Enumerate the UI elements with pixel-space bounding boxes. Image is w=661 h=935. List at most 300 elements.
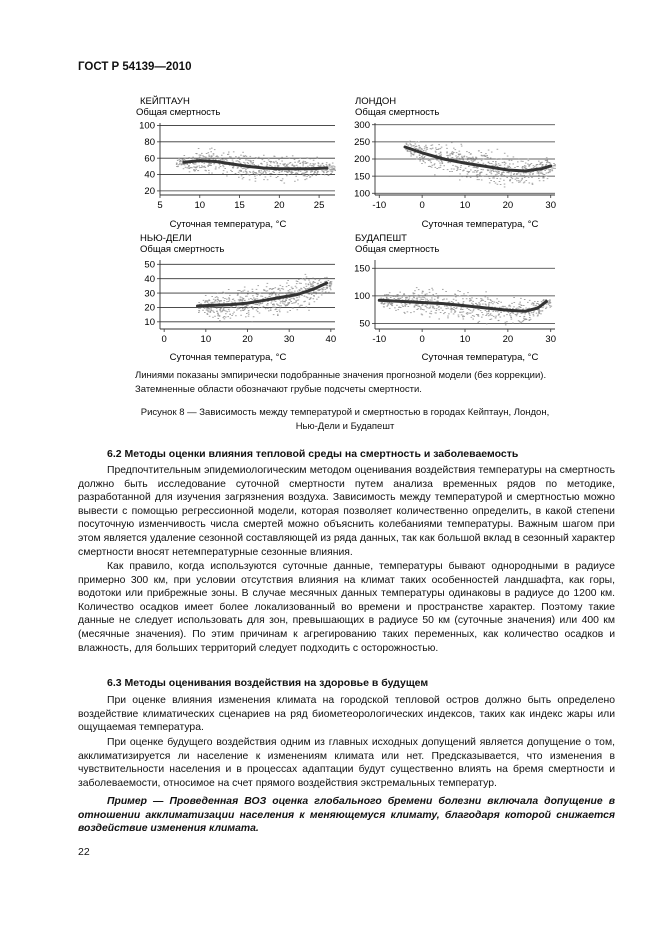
scatter-point <box>187 167 189 168</box>
scatter-point <box>271 292 273 293</box>
scatter-point <box>500 302 502 303</box>
scatter-point <box>281 157 283 158</box>
scatter-point <box>411 146 413 147</box>
scatter-point <box>459 180 461 181</box>
scatter-point <box>537 171 539 172</box>
scatter-point <box>267 179 269 180</box>
figure-note <box>135 369 555 397</box>
scatter-point <box>300 288 302 289</box>
scatter-point <box>312 278 314 279</box>
scatter-point <box>431 167 433 168</box>
scatter-point <box>484 156 486 157</box>
scatter-point <box>480 298 482 299</box>
scatter-point <box>203 156 205 157</box>
scatter-point <box>539 180 541 181</box>
scatter-point <box>434 174 436 175</box>
scatter-point <box>489 315 491 316</box>
scatter-point <box>247 162 249 163</box>
scatter-point <box>250 307 252 308</box>
scatter-point <box>396 305 398 306</box>
scatter-point <box>452 151 454 152</box>
scatter-point <box>489 182 491 183</box>
scatter-point <box>234 300 236 301</box>
scatter-point <box>478 316 480 317</box>
scatter-point <box>410 144 412 145</box>
scatter-point <box>513 297 515 298</box>
x-axis-label: Суточная температура, °C <box>169 352 287 363</box>
scatter-point <box>215 167 217 168</box>
scatter-point <box>485 304 487 305</box>
scatter-point <box>531 312 533 313</box>
scatter-point <box>438 153 440 154</box>
scatter-point <box>495 317 497 318</box>
scatter-point <box>518 304 520 305</box>
scatter-point <box>468 172 470 173</box>
scatter-point <box>286 172 288 173</box>
scatter-point <box>314 172 316 173</box>
scatter-point <box>447 169 449 170</box>
scatter-point <box>490 170 492 171</box>
scatter-point <box>235 156 237 157</box>
scatter-point <box>520 175 522 176</box>
scatter-point <box>320 165 322 166</box>
scatter-point <box>209 316 211 317</box>
scatter-point <box>326 166 328 167</box>
scatter-point <box>252 163 254 164</box>
scatter-point <box>328 280 330 281</box>
scatter-point <box>204 166 206 167</box>
scatter-point <box>204 312 206 313</box>
scatter-point <box>519 302 521 303</box>
scatter-point <box>243 156 245 157</box>
scatter-point <box>521 313 523 314</box>
scatter-point <box>434 308 436 309</box>
scatter-point <box>282 178 284 179</box>
scatter-point <box>320 282 322 283</box>
scatter-point <box>533 312 535 313</box>
scatter-point <box>477 162 479 163</box>
scatter-point <box>297 173 299 174</box>
scatter-point <box>384 303 386 304</box>
scatter-point <box>269 165 271 166</box>
scatter-point <box>485 305 487 306</box>
scatter-point <box>302 173 304 174</box>
scatter-point <box>210 309 212 310</box>
scatter-point <box>244 308 246 309</box>
scatter-point <box>197 170 199 171</box>
scatter-point <box>549 300 551 301</box>
scatter-point <box>418 289 420 290</box>
scatter-point <box>313 295 315 296</box>
scatter-point <box>457 290 459 291</box>
scatter-point <box>237 295 239 296</box>
scatter-point <box>517 161 519 162</box>
scatter-point <box>505 324 507 325</box>
scatter-point <box>253 171 255 172</box>
scatter-point <box>492 311 494 312</box>
scatter-point <box>240 170 242 171</box>
scatter-point <box>488 150 490 151</box>
scatter-point <box>422 291 424 292</box>
scatter-point <box>291 171 293 172</box>
scatter-point <box>431 313 433 314</box>
scatter-point <box>465 168 467 169</box>
scatter-point <box>436 308 438 309</box>
scatter-point <box>265 174 267 175</box>
scatter-point <box>461 146 463 147</box>
scatter-point <box>263 155 265 156</box>
x-axis-label: Суточная температура, °C <box>421 219 539 230</box>
scatter-point <box>261 293 263 294</box>
scatter-point <box>317 171 319 172</box>
scatter-point <box>248 316 250 317</box>
scatter-point <box>270 309 272 310</box>
scatter-point <box>421 163 423 164</box>
x-tick-label: 25 <box>313 200 325 211</box>
x-tick-label: 10 <box>459 200 471 211</box>
scatter-point <box>213 312 215 313</box>
scatter-point <box>472 312 474 313</box>
scatter-point <box>207 314 209 315</box>
scatter-point <box>282 303 284 304</box>
scatter-point <box>191 167 193 168</box>
scatter-point <box>493 176 495 177</box>
scatter-point <box>532 184 534 185</box>
scatter-point <box>224 300 226 301</box>
scatter-point <box>483 163 485 164</box>
scatter-point <box>520 174 522 175</box>
scatter-point <box>500 312 502 313</box>
scatter-point <box>437 305 439 306</box>
scatter-point <box>418 145 420 146</box>
scatter-point <box>507 166 509 167</box>
scatter-point <box>495 316 497 317</box>
scatter-point <box>496 178 498 179</box>
scatter-point <box>253 316 255 317</box>
scatter-point <box>326 172 328 173</box>
scatter-point <box>453 314 455 315</box>
x-tick-label: 30 <box>545 334 557 345</box>
scatter-point <box>254 172 256 173</box>
scatter-point <box>519 316 521 317</box>
scatter-point <box>252 309 254 310</box>
scatter-point <box>511 177 513 178</box>
scatter-point <box>230 318 232 319</box>
scatter-point <box>453 309 455 310</box>
scatter-point <box>283 174 285 175</box>
scatter-point <box>303 163 305 164</box>
scatter-point <box>525 163 527 164</box>
scatter-point <box>218 314 220 315</box>
scatter-point <box>300 305 302 306</box>
scatter-point <box>219 320 221 321</box>
scatter-point <box>253 173 255 174</box>
scatter-point <box>545 165 547 166</box>
scatter-point <box>500 178 502 179</box>
scatter-point <box>461 144 463 145</box>
scatter-point <box>429 159 431 160</box>
scatter-point <box>521 305 523 306</box>
scatter-point <box>389 292 391 293</box>
scatter-point <box>432 165 434 166</box>
scatter-point <box>286 164 288 165</box>
scatter-point <box>435 148 437 149</box>
scatter-point <box>266 170 268 171</box>
scatter-point <box>181 163 183 164</box>
scatter-point <box>516 308 518 309</box>
scatter-point <box>242 309 244 310</box>
scatter-point <box>223 308 225 309</box>
scatter-point <box>275 301 277 302</box>
scatter-point <box>218 318 220 319</box>
scatter-point <box>248 163 250 164</box>
scatter-point <box>198 166 200 167</box>
scatter-point <box>316 170 318 171</box>
scatter-point <box>296 165 298 166</box>
scatter-point <box>216 311 218 312</box>
scatter-point <box>510 306 512 307</box>
scatter-point <box>516 178 518 179</box>
scatter-point <box>462 158 464 159</box>
scatter-point <box>448 313 450 314</box>
scatter-point <box>514 173 516 174</box>
scatter-point <box>232 299 234 300</box>
scatter-point <box>245 316 247 317</box>
scatter-point <box>420 308 422 309</box>
scatter-point <box>311 294 313 295</box>
scatter-point <box>273 156 275 157</box>
scatter-point <box>406 143 408 144</box>
scatter-point <box>220 158 222 159</box>
scatter-point <box>242 305 244 306</box>
scatter-point <box>207 311 209 312</box>
scatter-point <box>231 315 233 316</box>
chart-title: ЛОНДОН <box>355 96 397 107</box>
scatter-point <box>252 162 254 163</box>
example-paragraph: Пример — Проведенная ВОЗ оценка глобального бремени болезни включала допущение в отношении акклиматизации населения к меняющемуся климату, благодаря которой снижается воздействие изменения климата. <box>78 796 615 835</box>
scatter-point <box>271 301 273 302</box>
scatter-point <box>403 294 405 295</box>
scatter-point <box>455 149 457 150</box>
scatter-point <box>266 162 268 163</box>
scatter-point <box>242 152 244 153</box>
scatter-point <box>242 298 244 299</box>
scatter-point <box>296 287 298 288</box>
scatter-point <box>545 160 547 161</box>
scatter-point <box>289 299 291 300</box>
scatter-point <box>542 307 544 308</box>
scatter-point <box>517 178 519 179</box>
scatter-point <box>286 175 288 176</box>
scatter-point <box>533 167 535 168</box>
scatter-point <box>486 314 488 315</box>
scatter-point <box>269 288 271 289</box>
scatter-point <box>518 159 520 160</box>
scatter-point <box>457 169 459 170</box>
y-tick-label: 40 <box>144 169 155 181</box>
plot-area <box>354 260 556 345</box>
scatter-point <box>529 317 531 318</box>
scatter-point <box>222 292 224 293</box>
scatter-point <box>473 316 475 317</box>
scatter-point <box>420 159 422 160</box>
scatter-point <box>483 159 485 160</box>
scatter-point <box>296 297 298 298</box>
scatter-point <box>244 287 246 288</box>
scatter-point <box>276 304 278 305</box>
scatter-point <box>485 296 487 297</box>
scatter-point <box>491 163 493 164</box>
scatter-point <box>207 310 209 311</box>
scatter-point <box>457 168 459 169</box>
scatter-point <box>228 297 230 298</box>
scatter-point <box>549 305 551 306</box>
scatter-point <box>321 170 323 171</box>
scatter-point <box>442 163 444 164</box>
scatter-point <box>226 299 228 300</box>
scatter-point <box>238 161 240 162</box>
scatter-point <box>472 157 474 158</box>
scatter-point <box>388 302 390 303</box>
scatter-point <box>262 174 264 175</box>
scatter-point <box>480 301 482 302</box>
scatter-point <box>401 297 403 298</box>
scatter-point <box>440 167 442 168</box>
scatter-point <box>537 315 539 316</box>
scatter-point <box>529 173 531 174</box>
scatter-point <box>547 161 549 162</box>
scatter-point <box>198 148 200 149</box>
scatter-point <box>476 314 478 315</box>
y-tick-label: 30 <box>144 288 155 300</box>
scatter-point <box>412 154 414 155</box>
scatter-point <box>322 171 324 172</box>
scatter-point <box>533 315 535 316</box>
scatter-point <box>250 162 252 163</box>
scatter-point <box>187 164 189 165</box>
scatter-point <box>490 158 492 159</box>
scatter-point <box>480 304 482 305</box>
scatter-point <box>254 176 256 177</box>
scatter-point <box>315 293 317 294</box>
scatter-point <box>288 285 290 286</box>
scatter-point <box>235 315 237 316</box>
scatter-point <box>243 162 245 163</box>
scatter-point <box>195 169 197 170</box>
scatter-point <box>551 306 553 307</box>
scatter-point <box>302 174 304 175</box>
scatter-point <box>309 299 311 300</box>
scatter-point <box>268 158 270 159</box>
scatter-point <box>300 171 302 172</box>
scatter-point <box>217 297 219 298</box>
scatter-point <box>452 154 454 155</box>
scatter-point <box>436 293 438 294</box>
scatter-point <box>268 296 270 297</box>
scatter-point <box>289 158 291 159</box>
scatter-point <box>267 164 269 165</box>
scatter-point <box>276 311 278 312</box>
scatter-point <box>441 161 443 162</box>
scatter-point <box>237 167 239 168</box>
chart-title: КЕЙПТАУН <box>140 96 190 107</box>
scatter-point <box>477 177 479 178</box>
scatter-point <box>257 174 259 175</box>
scatter-point <box>307 166 309 167</box>
scatter-point <box>219 301 221 302</box>
scatter-point <box>223 293 225 294</box>
scatter-point <box>451 158 453 159</box>
scatter-point <box>414 147 416 148</box>
scatter-point <box>313 173 315 174</box>
scatter-point <box>388 294 390 295</box>
scatter-point <box>277 314 279 315</box>
scatter-point <box>488 176 490 177</box>
scatter-point <box>437 149 439 150</box>
scatter-point <box>467 295 469 296</box>
scatter-point <box>454 312 456 313</box>
scatter-point <box>519 307 521 308</box>
scatter-point <box>313 298 315 299</box>
scatter-point <box>444 312 446 313</box>
scatter-point <box>232 162 234 163</box>
scatter-point <box>457 156 459 157</box>
scatter-point <box>486 174 488 175</box>
scatter-point <box>466 177 468 178</box>
scatter-point <box>450 162 452 163</box>
scatter-point <box>318 162 320 163</box>
scatter-point <box>286 286 288 287</box>
scatter-point <box>214 163 216 164</box>
scatter-point <box>288 290 290 291</box>
scatter-point <box>211 173 213 174</box>
scatter-point <box>426 147 428 148</box>
scatter-point <box>470 170 472 171</box>
scatter-point <box>471 317 473 318</box>
scatter-point <box>256 310 258 311</box>
scatter-point <box>548 172 550 173</box>
scatter-point <box>209 165 211 166</box>
scatter-point <box>470 158 472 159</box>
scatter-point <box>306 307 308 308</box>
scatter-point <box>317 172 319 173</box>
scatter-point <box>320 166 322 167</box>
scatter-point <box>284 304 286 305</box>
scatter-point <box>223 170 225 171</box>
scatter-point <box>240 315 242 316</box>
scatter-point <box>399 307 401 308</box>
scatter-point <box>210 151 212 152</box>
scatter-point <box>208 152 210 153</box>
scatter-point <box>426 299 428 300</box>
scatter-point <box>323 172 325 173</box>
scatter-point <box>277 289 279 290</box>
scatter-point <box>493 316 495 317</box>
scatter-point <box>313 166 315 167</box>
scatter-point <box>322 291 324 292</box>
scatter-point <box>303 161 305 162</box>
scatter-point <box>247 308 249 309</box>
scatter-point <box>229 295 231 296</box>
scatter-point <box>515 314 517 315</box>
scatter-point <box>501 172 503 173</box>
scatter-point <box>270 162 272 163</box>
scatter-point <box>292 164 294 165</box>
scatter-point <box>312 171 314 172</box>
scatter-point <box>390 303 392 304</box>
scatter-point <box>294 302 296 303</box>
scatter-point <box>189 168 191 169</box>
